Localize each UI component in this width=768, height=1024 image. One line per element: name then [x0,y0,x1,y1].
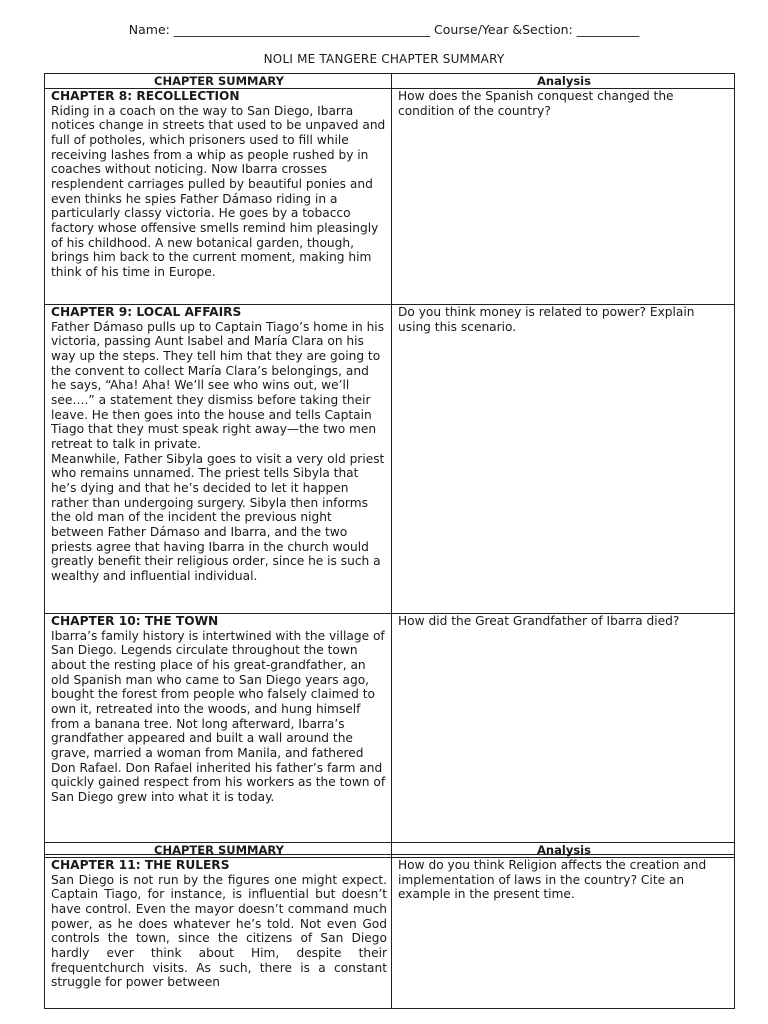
chapter-title: CHAPTER 9: LOCAL AFFAIRS [51,305,242,319]
chapter-summary-text: Ibarra’s family history is intertwined with the village of San Diego. Legends circulate throughout the town about the resting place of his great-grandfather, an old Spanish man who came to San Diego years ago, bought the forest from people who falsely claimed to own it, retreated into the woods, and hung himself from a banana tree. Not long afterward, Ibarra’s grandfather appeared and built a wall around the grave, married a woman from Manila, and fathered Don Rafael. Don Rafael inherited his father’s farm and quickly gained respect from his workers as the town of San Diego grew into what it is today. [51,628,386,804]
summary-cell [45,614,392,855]
column-header-analysis: Analysis [392,74,735,89]
analysis-cell [392,614,735,855]
chapter-summary-text: Father Dámaso pulls up to Captain Tiago’s home in his victoria, passing Aunt Isabel and María Clara on his way up the steps. They tell him that they are going to the convent to collect María Clara’s belongings, and he says, “Aha! Aha! We’ll see who wins out, we’ll see….” a statement they dismiss before taking their leave. He then goes into the house and tells Captain Tiago that they must speak right away—the two men retreat to talk in private. [51,319,385,451]
summary-cell [45,858,392,1009]
chapter-summary-text-continued: Meanwhile, Father Sibyla goes to visit a very old priest who remains unnamed. The priest tells Sibyla that he’s dying and that he’s decided to let it happen rather than undergoing surgery. Sibyla then informs the old man of the incident the previous night between Father Dámaso and Ibarra, and the two priests agree that having Ibarra in the church would greatly benefit their religious order, since he is such a wealthy and influential individual. [51,451,385,583]
analysis-question: How did the Great Grandfather of Ibarra died? [398,614,680,628]
analysis-cell [392,305,735,614]
summary-cell [45,305,392,614]
analysis-question: How do you think Religion affects the creation and implementation of laws in the country? Cite an example in the present time. [398,858,707,902]
chapter-summary-text: Riding in a coach on the way to San Diego, Ibarra notices change in streets that used to be unpaved and full of potholes, which prisoners used to fill while receiving lashes from a whip as people rushed by in coaches without noticing. Now Ibarra crosses resplendent carriages pulled by beautiful ponies and even thinks he spies Father Dámaso riding in a particularly classy victoria. He goes by a tobacco factory whose offensive smells remind him pleasingly of his childhood. A new botanical garden, though, brings him back to the current moment, making him think of his time in Europe. [51,103,386,279]
student-info-line: Name: _________________________________________ Course/Year &Section: __________ [128,22,640,37]
column-header-summary: CHAPTER SUMMARY [45,843,392,858]
table-header-row [45,74,735,89]
table-header-row [45,843,735,858]
chapter-title: CHAPTER 8: RECOLLECTION [51,89,240,103]
chapter-title: CHAPTER 11: THE RULERS [51,858,230,872]
table-row [45,89,735,305]
table-row [45,858,735,1009]
analysis-cell [392,89,735,305]
table-row [45,614,735,855]
analysis-cell [392,858,735,1009]
chapter-summary-text: San Diego is not run by the figures one might expect. Captain Tiago, for instance, is influential but doesn’t have control. Even the mayor doesn’t command much power, as he does whatever he’s told. Not even God controls the town, since the citizens of San Diego hardly ever think about Him, despite their frequentchurch visits. As such, there is a constant struggle for power between [51,872,387,990]
document-title: NOLI ME TANGERE CHAPTER SUMMARY [263,52,505,66]
chapter-title: CHAPTER 10: THE TOWN [51,614,219,628]
summary-cell [45,89,392,305]
analysis-question: How does the Spanish conquest changed the condition of the country? [398,89,674,118]
analysis-question: Do you think money is related to power? Explain using this scenario. [398,305,695,334]
table-row [45,305,735,614]
column-header-analysis: Analysis [392,843,735,858]
chapter-summary-table [44,73,735,855]
column-header-summary: CHAPTER SUMMARY [45,74,392,89]
chapter-summary-table-continued [44,842,735,1009]
